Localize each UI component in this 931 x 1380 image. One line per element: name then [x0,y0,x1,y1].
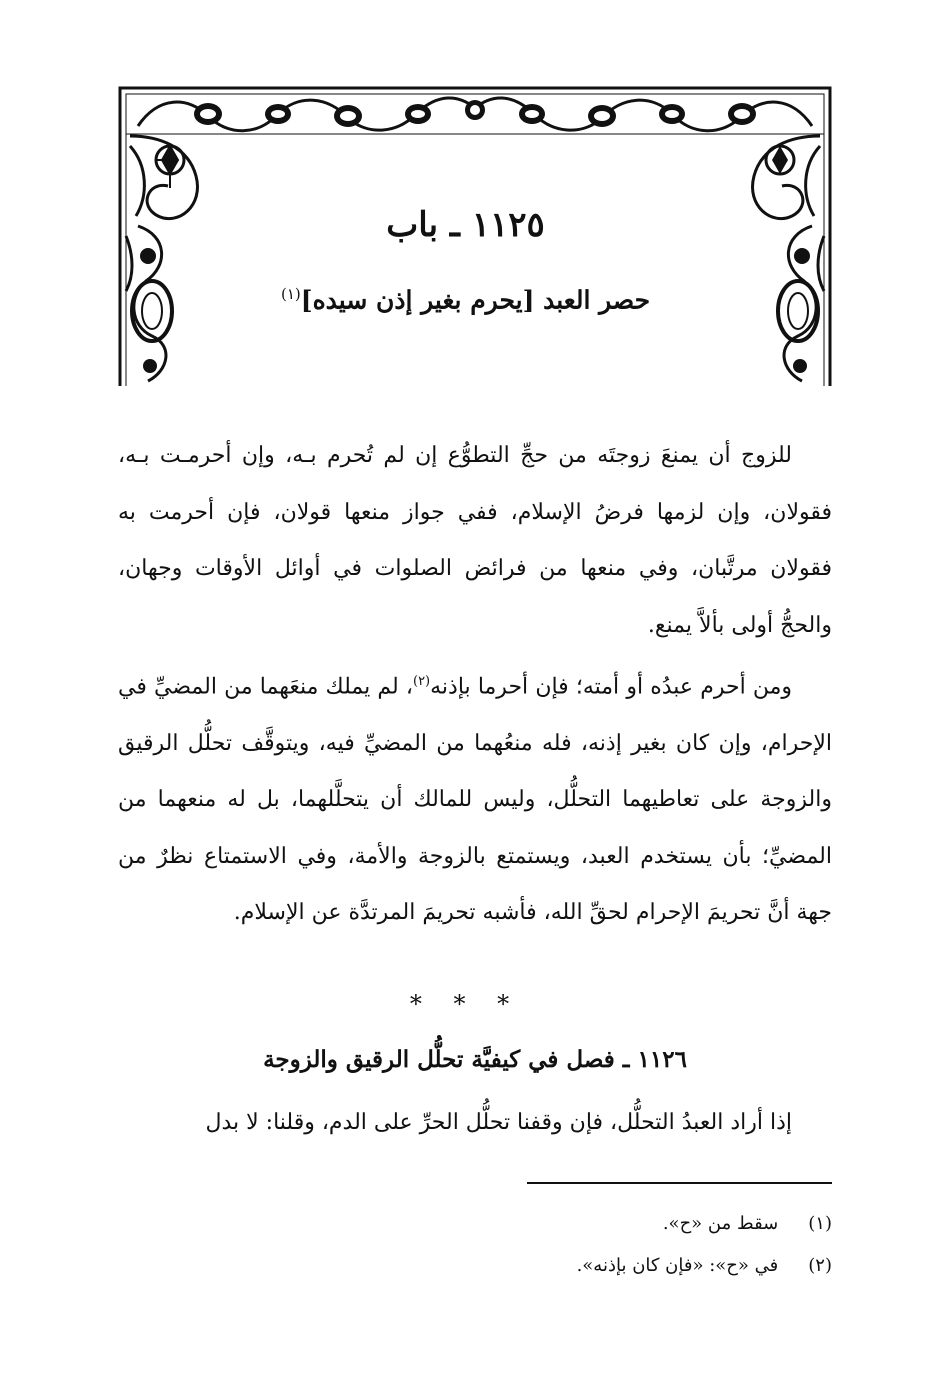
paragraph-2-part-b: ، لم يملك منعَهما من المضيِّ في الإحرام، وإن كان بغير إذنه، فله منعُهما من المضيِّ فيه، ويتوقَّف تحلُّل الرقيق والزوجة على تعاطيهما التحلُّل، وليس للمالك أن يتحلَّلهما، بل له منعهما من المضيِّ؛ بأن يستخدم العبد، ويستمتع بالزوجة والأمة، وفي الاستمتاع نظرٌ من جهة أنَّ تحريمَ الإحرام لحقِّ الله، فأشبه تحريمَ المرتدَّة عن الإسلام. [118,674,832,926]
footnote-2 [118,1245,832,1287]
chapter-title [0,285,931,314]
paragraph-1: للزوج أن يمنعَ زوجتَه من حجِّ التطوُّع إن لم تُحرم بـه، وإن أحرمـت بـه، فقولان، وإن لزمها فرضُ الإسلام، ففي جواز منعها قولان، فإن أحرمت به فقولان مرتَّبان، وفي منعها من فرائض الصلوات في أوائل الأوقات وجهان، والحجُّ أولى بألاَّ يمنع. [118,443,832,638]
footnote-text: في «ح»: «فإن كان بإذنه». [576,1255,779,1276]
section-separator: * * * [409,990,522,1018]
footnote-text: سقط من «ح». [662,1213,779,1234]
footnote-ref-2: (٢) [412,674,431,689]
paragraph-2-part-a: ومن أحرم عبدُه أو أمته؛ فإن أحرما بإذنه [430,674,792,700]
chapter-number: ١١٢٥ ـ باب [386,205,545,245]
paragraph-2 [118,654,832,942]
footnote-1 [118,1203,832,1245]
chapter-title-text: حصر العبد [يحرم بغير إذن سيده] [300,285,651,315]
footnote-marker: (٢) [808,1255,832,1276]
main-text [118,428,832,942]
section-first-line: إذا أراد العبدُ التحلُّل، فإن وقفنا تحلُّل الحرِّ على الدم، وقلنا: لا بدل [205,1110,792,1135]
footnote-divider [527,1182,832,1184]
footnotes [118,1203,832,1287]
section-heading: ١١٢٦ ـ فصل في كيفيَّة تحلُّل الرقيق والزوجة [263,1046,687,1073]
footnote-ref-1: (١) [280,285,301,303]
footnote-marker: (١) [808,1213,832,1234]
